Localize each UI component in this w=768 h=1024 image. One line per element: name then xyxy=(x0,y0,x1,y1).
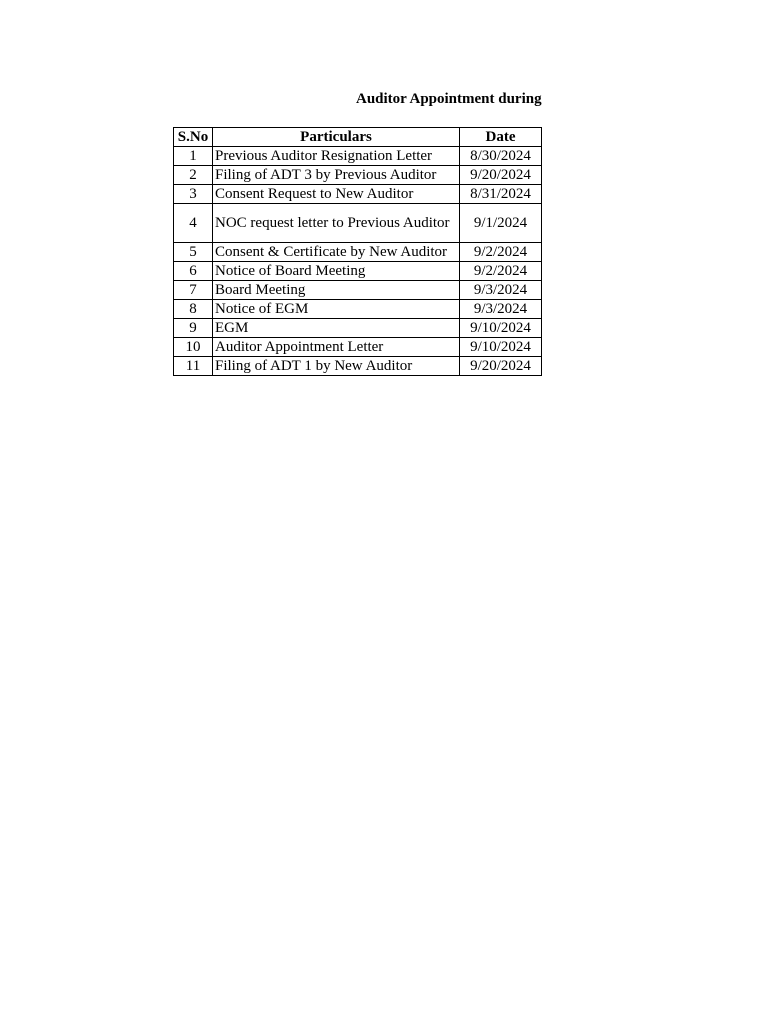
cell-sno: 6 xyxy=(174,262,213,281)
table-header-row xyxy=(174,128,542,147)
header-particulars: Particulars xyxy=(213,128,460,147)
cell-particulars: Consent Request to New Auditor xyxy=(213,185,460,204)
cell-date: 9/3/2024 xyxy=(460,281,542,300)
table-row xyxy=(174,166,542,185)
cell-particulars: Notice of EGM xyxy=(213,300,460,319)
cell-sno: 1 xyxy=(174,147,213,166)
cell-sno: 9 xyxy=(174,319,213,338)
cell-sno: 5 xyxy=(174,243,213,262)
cell-date: 9/2/2024 xyxy=(460,262,542,281)
table-row xyxy=(174,185,542,204)
cell-sno: 2 xyxy=(174,166,213,185)
cell-sno: 10 xyxy=(174,338,213,357)
cell-particulars: NOC request letter to Previous Auditor xyxy=(213,204,460,243)
cell-particulars: Notice of Board Meeting xyxy=(213,262,460,281)
header-sno: S.No xyxy=(174,128,213,147)
cell-date: 9/2/2024 xyxy=(460,243,542,262)
cell-date: 9/10/2024 xyxy=(460,338,542,357)
cell-sno: 8 xyxy=(174,300,213,319)
cell-particulars: Previous Auditor Resignation Letter xyxy=(213,147,460,166)
cell-date: 9/10/2024 xyxy=(460,319,542,338)
cell-date: 9/1/2024 xyxy=(460,204,542,243)
appointment-schedule-table xyxy=(173,127,542,376)
table-row xyxy=(174,338,542,357)
cell-date: 8/31/2024 xyxy=(460,185,542,204)
cell-sno: 3 xyxy=(174,185,213,204)
cell-sno: 4 xyxy=(174,204,213,243)
cell-particulars: Consent & Certificate by New Auditor xyxy=(213,243,460,262)
cell-particulars: Auditor Appointment Letter xyxy=(213,338,460,357)
cell-date: 9/3/2024 xyxy=(460,300,542,319)
cell-sno: 11 xyxy=(174,357,213,376)
cell-sno: 7 xyxy=(174,281,213,300)
cell-date: 8/30/2024 xyxy=(460,147,542,166)
table-row xyxy=(174,357,542,376)
header-date: Date xyxy=(460,128,542,147)
table-row xyxy=(174,204,542,243)
table-row xyxy=(174,262,542,281)
cell-particulars: Filing of ADT 1 by New Auditor xyxy=(213,357,460,376)
table-row xyxy=(174,319,542,338)
table-row xyxy=(174,300,542,319)
document-title: Auditor Appointment during xyxy=(356,91,542,107)
table-row xyxy=(174,281,542,300)
cell-date: 9/20/2024 xyxy=(460,166,542,185)
cell-particulars: Board Meeting xyxy=(213,281,460,300)
table-row xyxy=(174,147,542,166)
table-row xyxy=(174,243,542,262)
cell-particulars: Filing of ADT 3 by Previous Auditor xyxy=(213,166,460,185)
cell-particulars: EGM xyxy=(213,319,460,338)
cell-date: 9/20/2024 xyxy=(460,357,542,376)
